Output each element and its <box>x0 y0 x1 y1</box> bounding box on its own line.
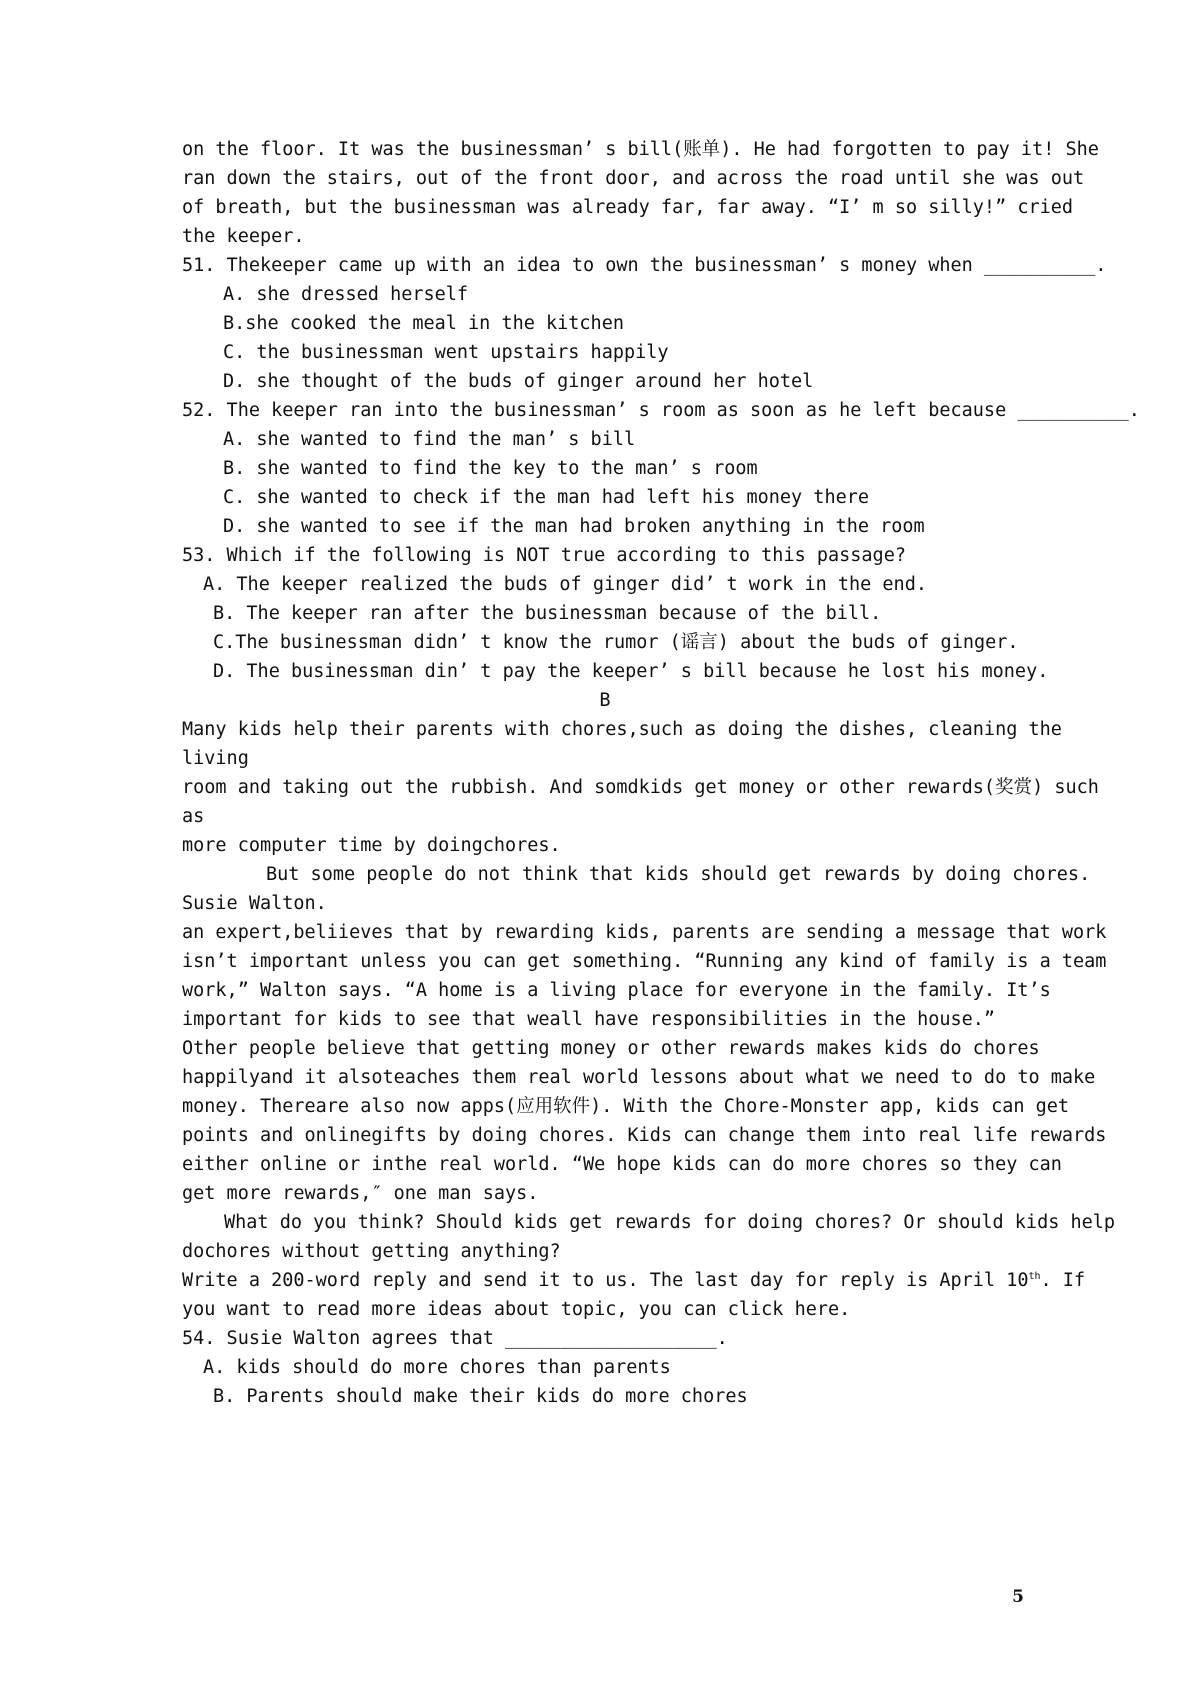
question-52-option-a: A. she wanted to find the man’ s bill <box>223 429 636 450</box>
passage-b-line-2: living <box>182 748 249 769</box>
question-52-option-b: B. she wanted to find the key to the man’ s room <box>223 458 758 479</box>
passage-b-line-4: as <box>182 806 205 827</box>
question-53-stem: 53. Which if the following is NOT true according to this passage? <box>182 545 906 566</box>
passage-b-line-6: But some people do not think that kids should get rewards by doing chores. <box>266 864 1091 885</box>
passage-b-line-19: dochores without getting anything? <box>182 1241 561 1262</box>
passage-b-line-8: an expert,beliieves that by rewarding kids, parents are sending a message that work <box>182 922 1107 943</box>
passage-b-line-20 <box>182 1268 1086 1294</box>
passage-b-line-10: work,” Walton says. “A home is a living place for everyone in the family. It’s <box>182 980 1051 1001</box>
question-51-option-b: B.she cooked the meal in the kitchen <box>223 313 624 334</box>
question-54-option-b: B. Parents should make their kids do more chores <box>213 1386 748 1407</box>
question-52-stem: 52. The keeper ran into the businessman’ s room as soon as he left because __________. <box>182 400 1140 421</box>
question-51-option-a: A. she dressed herself <box>223 284 469 305</box>
section-b-heading: B <box>599 690 611 711</box>
reply-instruction-tail: . If <box>1040 1270 1086 1291</box>
question-51-stem: 51. Thekeeper came up with an idea to own the businessman’ s money when __________. <box>182 255 1107 276</box>
ordinal-superscript: th <box>1028 1270 1041 1282</box>
page-number: 5 <box>1012 1587 1024 1607</box>
question-53-option-a: A. The keeper realized the buds of ginger did’ t work in the end. <box>203 574 927 595</box>
passage-b-line-21: you want to read more ideas about topic, you can click here. <box>182 1299 851 1320</box>
passage-b-line-18: What do you think? Should kids get rewards for doing chores? Or should kids help <box>224 1212 1116 1233</box>
reply-instruction-text: Write a 200-word reply and send it to us. The last day for reply is April 10 <box>182 1270 1029 1291</box>
passage-a-line-1: on the floor. It was the businessman’ s bill(账单). He had forgotten to pay it! She <box>182 139 1099 160</box>
question-51-option-d: D. she thought of the buds of ginger around her hotel <box>223 371 814 392</box>
question-52-option-c: C. she wanted to check if the man had left his money there <box>223 487 870 508</box>
passage-a-line-2: ran down the stairs, out of the front door, and across the road until she was out <box>182 168 1085 189</box>
question-53-option-d: D. The businessman din’ t pay the keeper’ s bill because he lost his money. <box>213 661 1049 682</box>
question-52-option-d: D. she wanted to see if the man had broken anything in the room <box>223 516 925 537</box>
passage-b-line-9: isn’t important unless you can get something. “Running any kind of family is a team <box>182 951 1107 972</box>
passage-b-line-7: Susie Walton. <box>182 893 327 914</box>
passage-a-line-3: of breath, but the businessman was already far, far away. “I’ m so silly!” cried <box>182 197 1074 218</box>
question-51-option-c: C. the businessman went upstairs happily <box>223 342 669 363</box>
passage-b-line-14: money. Thereare also now apps(应用软件). With the Chore-Monster app, kids can get <box>182 1096 1070 1117</box>
passage-a-line-4: the keeper. <box>182 226 305 247</box>
question-53-option-c: C.The businessman didn’ t know the rumor (谣言) about the buds of ginger. <box>213 632 1019 653</box>
question-54-option-a: A. kids should do more chores than parents <box>203 1357 671 1378</box>
passage-b-line-12: Other people believe that getting money or other rewards makes kids do chores <box>182 1038 1040 1059</box>
passage-b-line-13: happilyand it alsoteaches them real world lessons about what we need to do to make <box>182 1067 1096 1088</box>
passage-b-line-16: either online or inthe real world. “We hope kids can do more chores so they can <box>182 1154 1062 1175</box>
passage-b-line-1: Many kids help their parents with chores,such as doing the dishes, cleaning the <box>182 719 1062 740</box>
passage-b-line-17: get more rewards,″ one man says. <box>182 1183 539 1204</box>
question-54-stem: 54. Susie Walton agrees that ___________________. <box>182 1328 728 1349</box>
passage-b-line-15: points and onlinegifts by doing chores. Kids can change them into real life rewards <box>182 1125 1107 1146</box>
question-53-option-b: B. The keeper ran after the businessman because of the bill. <box>213 603 882 624</box>
passage-b-line-11: important for kids to see that weall have responsibilities in the house.” <box>182 1009 996 1030</box>
passage-b-line-3: room and taking out the rubbish. And somdkids get money or other rewards(奖赏) such <box>182 777 1099 798</box>
passage-b-line-5: more computer time by doingchores. <box>182 835 561 856</box>
